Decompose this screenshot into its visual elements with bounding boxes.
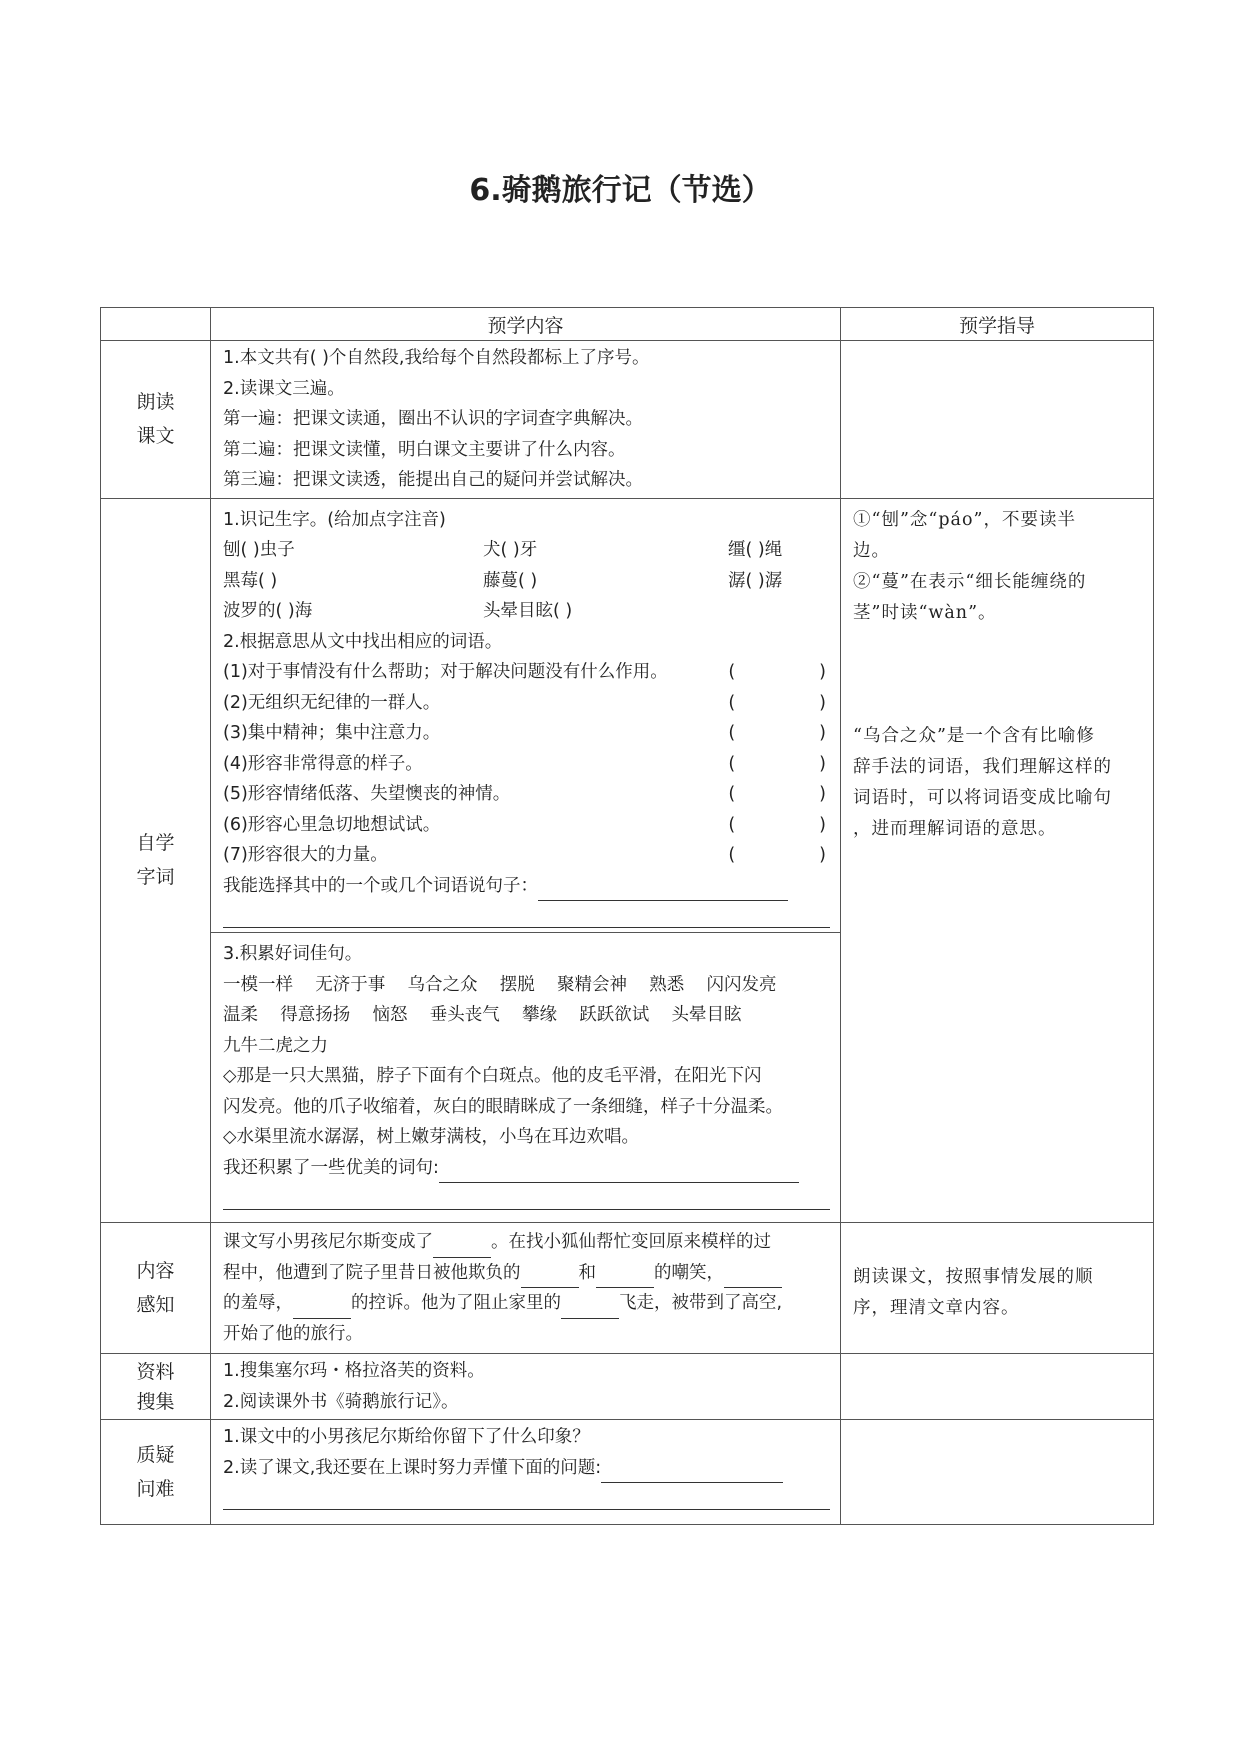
header-content: 预学内容 (211, 308, 841, 341)
content-row (101, 1223, 1154, 1354)
reading-content (211, 341, 841, 499)
char-item: 犬( )牙 (483, 540, 538, 560)
sentence-1a: ◇那是一只大黑猫，脖子下面有个白斑点。他的皮毛平滑，在阳光下闪 (223, 1066, 762, 1086)
q2-item-2: (2)无组织无纪律的一群人。 ( ) (223, 692, 826, 713)
reading-line-1: 1.本文共有( )个自然段,我给每个自然段都标上了序号。 (223, 348, 650, 368)
sentence-2: ◇水渠里流水潺潺，树上嫩芽满枝，小鸟在耳边欢唱。 (223, 1127, 639, 1147)
char-item: 波罗的( )海 (223, 601, 313, 621)
content-blank-2[interactable] (521, 1265, 579, 1288)
content-guide-1: 朗读课文，按照事情发展的顺 (853, 1267, 1094, 1287)
page-title: 6.骑鹅旅行记（节选） (469, 173, 772, 208)
accumulate-blank[interactable] (439, 1158, 799, 1183)
q2-item-3: (3)集中精神；集中注意力。 ( ) (223, 723, 826, 743)
char-row-2 (223, 566, 830, 597)
content-line-4: 开始了他的旅行。 (223, 1323, 363, 1344)
vocab-label: 自学 字词 (101, 498, 211, 1223)
content-content (211, 1223, 841, 1354)
materials-line-2: 2.阅读课外书《骑鹅旅行记》。 (223, 1391, 459, 1412)
q2-item-1: (1)对于事情没有什么帮助；对于解决问题没有什么作用。 ( ) (223, 662, 826, 682)
reading-label: 朗读 课文 (101, 341, 211, 499)
sentence-1b: 闪发亮。他的爪子收缩着，灰白的眼睛眯成了一条细缝，样子十分温柔。 (223, 1096, 783, 1117)
questions-guide (841, 1420, 1154, 1525)
questions-blank-line[interactable] (223, 1483, 830, 1510)
content-label: 内容 感知 (101, 1223, 211, 1354)
questions-blank[interactable] (601, 1458, 783, 1483)
guide-idiom-3: 词语时，可以将词语变成比喻句 (853, 787, 1112, 808)
materials-guide (841, 1354, 1154, 1420)
q3-title: 3.积累好词佳句。 (223, 944, 363, 964)
questions-label: 质疑 问难 (101, 1420, 211, 1525)
vocab-content (211, 498, 841, 1223)
reading-line-5: 第三遍：把课文读透，能提出自己的疑问并尝试解决。 (223, 470, 643, 490)
accumulate-prompt: 我还积累了一些优美的词句: (223, 1153, 830, 1184)
content-blank-3[interactable] (596, 1265, 654, 1288)
accumulate-blank-line[interactable] (223, 1183, 830, 1210)
reading-line-4: 第二遍：把课文读懂，明白课文主要讲了什么内容。 (223, 439, 626, 460)
content-line-2: 程中，他遭到了院子里昔日被他欺负的 和 的嘲笑， (223, 1258, 830, 1289)
preview-table (100, 307, 1154, 1525)
header-guide: 预学指导 (841, 308, 1154, 341)
header-row (101, 308, 1154, 341)
sentence-blank-line[interactable] (223, 901, 830, 928)
guide-pron-4: 茎”时读“wàn”。 (853, 602, 997, 623)
char-row-1 (223, 535, 830, 566)
q2-item-7: (7)形容很大的力量。 ( ) (223, 845, 826, 865)
content-blank-5[interactable] (293, 1296, 351, 1319)
materials-content (211, 1354, 841, 1420)
content-line-3: 的羞辱， 的控诉。他为了阻止家里的 飞走，被带到了高空, (223, 1288, 830, 1319)
guide-pron-3: ②“蔓”在表示“细长能缠绕的 (853, 571, 1087, 592)
content-guide-2: 序，理清文章内容。 (853, 1298, 1020, 1318)
guide-idiom-4: ，进而理解词语的意思。 (853, 818, 1057, 839)
vocab-guide (841, 498, 1154, 1223)
char-row-3 (223, 596, 830, 627)
char-item: 藤蔓( ) (483, 570, 538, 591)
char-item: 黑莓( ) (223, 570, 278, 591)
questions-line-1: 1.课文中的小男孩尼尔斯给你留下了什么印象？ (223, 1427, 590, 1447)
content-line-1: 课文写小男孩尼尔斯变成了 。在找小狐仙帮忙变回原来模样的过 (223, 1227, 830, 1258)
words-line-3: 九牛二虎之力 (223, 1035, 328, 1056)
content-blank-4[interactable] (724, 1265, 782, 1288)
materials-row (101, 1354, 1154, 1420)
reading-line-3: 第一遍：把课文读通，圈出不认识的字词查字典解决。 (223, 409, 643, 429)
header-empty (101, 308, 211, 341)
q2-title: 2.根据意思从文中找出相应的词语。 (223, 631, 503, 652)
q2-item-6: (6)形容心里急切地想试试。 ( ) (223, 814, 826, 835)
vocab-row (101, 498, 1154, 1223)
char-item: 潺( )潺 (728, 570, 783, 591)
guide-pron-1: ①“刨”念“páo”，不要读半 (853, 509, 1076, 530)
char-item: 头晕目眩( ) (483, 601, 573, 621)
char-item: 刨( )虫子 (223, 540, 295, 560)
char-item: 缰( )绳 (728, 540, 783, 560)
reading-line-2: 2.读课文三遍。 (223, 378, 345, 399)
guide-pron-2: 边。 (853, 540, 890, 561)
questions-row (101, 1420, 1154, 1525)
q1-title: 1.识记生字。(给加点字注音) (223, 509, 446, 530)
questions-line-2: 2.读了课文,我还要在上课时努力弄懂下面的问题: (223, 1453, 830, 1484)
materials-line-1: 1.搜集塞尔玛・格拉洛芙的资料。 (223, 1361, 485, 1381)
sentence-prompt: 我能选择其中的一个或几个词语说句子： (223, 871, 830, 902)
words-line-1: 一模一样 无济于事 乌合之众 摆脱 聚精会神 熟悉 闪闪发亮 (223, 974, 777, 995)
materials-label: 资料 搜集 (101, 1354, 211, 1420)
guide-idiom-2: 辞手法的词语，我们理解这样的 (853, 756, 1112, 777)
content-blank-6[interactable] (561, 1296, 619, 1319)
guide-idiom-1: “乌合之众”是一个含有比喻修 (853, 725, 1095, 746)
reading-row (101, 341, 1154, 499)
reading-guide (841, 341, 1154, 499)
content-blank-1[interactable] (433, 1235, 491, 1258)
content-guide (841, 1223, 1154, 1354)
q2-item-5: (5)形容情绪低落、失望懊丧的神情。 ( ) (223, 784, 826, 804)
words-line-2: 温柔 得意扬扬 恼怒 垂头丧气 攀缘 跃跃欲试 头晕目眩 (223, 1005, 742, 1025)
q2-item-4: (4)形容非常得意的样子。 ( ) (223, 753, 826, 774)
questions-content (211, 1420, 841, 1525)
sentence-blank[interactable] (538, 876, 788, 901)
